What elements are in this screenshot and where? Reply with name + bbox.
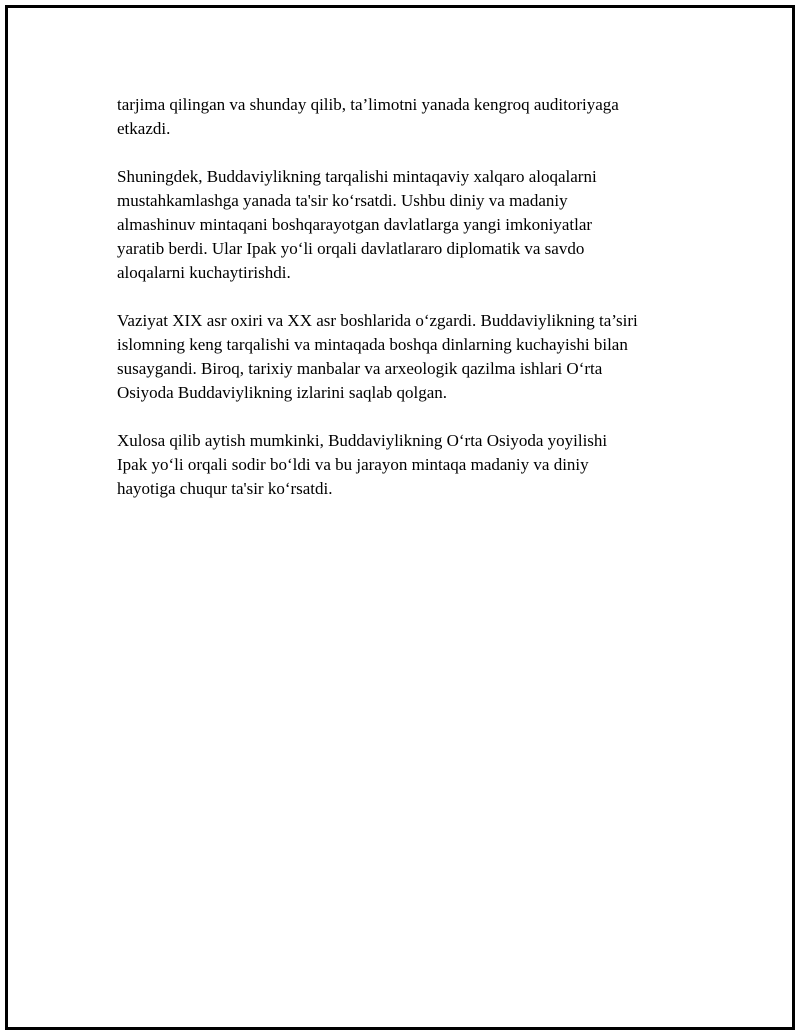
text-line: Xulosa qilib aytish mumkinki, Buddaviylikning O‘rta Osiyoda yoyilishi — [117, 431, 608, 450]
text-line: susaygandi. Biroq, tarixiy manbalar va arxeologik qazilma ishlari O‘rta — [117, 359, 603, 378]
text-line: islomning keng tarqalishi va mintaqada boshqa dinlarning kuchayishi bilan — [117, 335, 628, 354]
text-line: etkazdi. — [117, 119, 171, 138]
text-line: Ipak yo‘li orqali sodir bo‘ldi va bu jarayon mintaqa madaniy va diniy — [117, 455, 589, 474]
paragraph-3 — [117, 309, 707, 405]
text-line: Osiyoda Buddaviylikning izlarini saqlab qolgan. — [117, 383, 448, 402]
paragraph-2 — [117, 165, 707, 285]
paragraph-4 — [117, 429, 707, 501]
text-line: tarjima qilingan va shunday qilib, ta’limotni yanada kengroq auditoriyaga — [117, 95, 619, 114]
paragraph-1 — [117, 93, 707, 141]
document-body — [117, 93, 707, 525]
text-line: hayotiga chuqur ta'sir ko‘rsatdi. — [117, 479, 333, 498]
text-line: Shuningdek, Buddaviylikning tarqalishi mintaqaviy xalqaro aloqalarni — [117, 167, 597, 186]
text-line: Vaziyat XIX asr oxiri va XX asr boshlarida o‘zgardi. Buddaviylikning ta’siri — [117, 311, 638, 330]
text-line: aloqalarni kuchaytirishdi. — [117, 263, 291, 282]
text-line: yaratib berdi. Ular Ipak yo‘li orqali davlatlararo diplomatik va savdo — [117, 239, 585, 258]
text-line: mustahkamlashga yanada ta'sir ko‘rsatdi. Ushbu diniy va madaniy — [117, 191, 568, 210]
text-line: almashinuv mintaqani boshqarayotgan davlatlarga yangi imkoniyatlar — [117, 215, 593, 234]
